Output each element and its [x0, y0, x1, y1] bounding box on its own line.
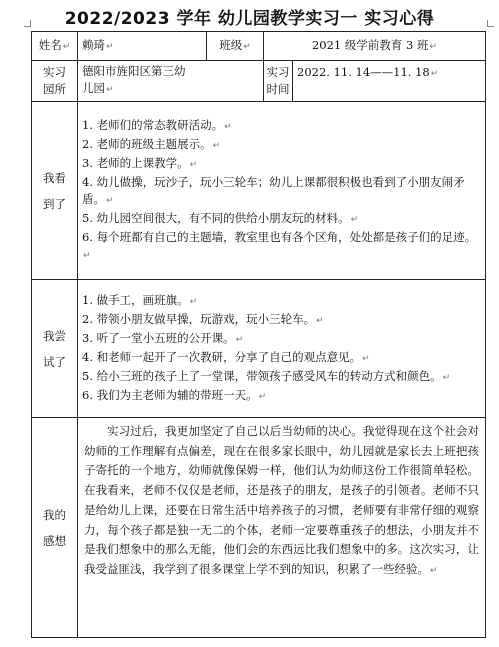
- list-item: 5. 给小三班的孩子上了一堂课，带领孩子感受风车的转动方式和颜色。↵: [82, 368, 451, 383]
- place-label-cell: [32, 61, 78, 102]
- paragraph-mark: ↵: [106, 41, 114, 52]
- seen-label-cell: [32, 102, 78, 280]
- list-item: 2. 老师的班级主题展示。↵: [82, 136, 221, 151]
- paragraph-mark: ↵: [316, 315, 324, 326]
- place-value-cell: [78, 61, 264, 102]
- name-value-cell: [78, 32, 207, 61]
- paragraph-mark: ↵: [429, 41, 438, 52]
- feeling-paragraph: 实习过后，我更加坚定了自己以后当幼师的决心。我觉得现在这个社会对幼师的工作理解有点偏差，现在在很多家长眼中，幼儿园就是家长去上班把孩子寄托的一个地方，幼师就像保姆一样，他们认为幼师这份工作很简单轻松。在我看来，老师不仅仅是老师，还是孩子的朋友，是孩子的引领者。老师不只是给幼儿上课，还要在日常生活中培养孩子的习惯，老师要有非常仔细的观察力，每个孩子都是独一无二的个体，老师一定要尊重孩子的想法，小朋友并不是我们想象中的那么无能，他们会的东西远比我们想象中的多。这次实习，让我受益匪浅，我学到了很多课堂上学不到的知识，积累了一些经验。: [84, 424, 480, 576]
- list-item: 3. 老师的上课教学。↵: [82, 155, 198, 170]
- time-value: 2022. 11. 14——11. 18: [297, 65, 430, 79]
- paragraph-mark: ↵: [106, 85, 114, 95]
- seen-list-cell: [78, 102, 486, 280]
- list-item: 1. 做手工，画班旗。↵: [82, 292, 198, 307]
- margin-corner-mark: [24, 20, 31, 27]
- tried-label-line1: 我尝: [43, 328, 66, 343]
- paragraph-mark: ↵: [189, 159, 198, 170]
- list-item: 6. 每个班都有自己的主题墙，教室里也有各个区角，处处都是孩子们的足迹。↵: [82, 229, 477, 261]
- tried-label-cell: [32, 280, 78, 418]
- name-label: 姓名: [38, 37, 62, 52]
- time-label-cell: [264, 61, 293, 102]
- seen-label-line1: 我看: [43, 170, 66, 185]
- name-row: [32, 32, 486, 61]
- list-item: 2. 带领小朋友做早操，玩游戏，玩小三轮车。↵: [82, 311, 324, 326]
- list-item: 4. 和老师一起开了一次教研，分享了自己的观点意见。↵: [82, 349, 370, 364]
- list-item: 3. 听了一堂小五班的公开课。↵: [82, 330, 244, 345]
- seen-row: [32, 102, 486, 280]
- paragraph-mark: ↵: [106, 195, 114, 206]
- document-title: 2022/2023 学年 幼儿园教学实习一 实习心得: [64, 9, 435, 29]
- paragraph-mark: ↵: [362, 353, 370, 364]
- paragraph-mark: ↵: [350, 214, 359, 225]
- feeling-row: [32, 418, 486, 638]
- list-item: 5. 幼儿园空间很大，有不同的供给小朋友玩的材料。↵: [82, 210, 359, 225]
- paragraph-mark: ↵: [235, 334, 244, 345]
- margin-corner-mark: [487, 20, 494, 27]
- feeling-label-cell: [32, 418, 78, 638]
- class-value: 2021 级学前教育 3 班: [311, 37, 429, 52]
- name-label-cell: [32, 32, 78, 61]
- place-label-line2: 园所: [43, 82, 66, 96]
- paragraph-mark: ↵: [83, 250, 91, 261]
- place-value-line2: 儿园: [82, 81, 105, 95]
- place-value-line1: 德阳市旌阳区第三幼: [82, 64, 186, 78]
- list-item: 4. 幼儿做操，玩沙子，玩小三轮车；幼儿上课都很积极也看到了小朋友闹矛盾。↵: [82, 174, 465, 206]
- list-item: 6. 我们为主老师为辅的带班一天。↵: [82, 387, 267, 402]
- internship-form-table: [31, 31, 486, 638]
- paragraph-mark: ↵: [442, 372, 451, 383]
- place-label-line1: 实习: [43, 65, 66, 79]
- feeling-label-line1: 我的: [43, 507, 66, 522]
- paragraph-mark: ↵: [212, 140, 221, 151]
- place-row: [32, 61, 486, 102]
- time-label: 实习时间: [266, 65, 290, 96]
- paragraph-mark: ↵: [258, 391, 267, 402]
- feeling-label-line2: 感想: [43, 533, 66, 548]
- tried-list-cell: [78, 280, 486, 418]
- paragraph-mark: ↵: [62, 41, 71, 52]
- class-label-cell: [207, 32, 264, 61]
- class-value-cell: [264, 32, 486, 61]
- tried-row: [32, 280, 486, 418]
- feeling-text-cell: [78, 418, 486, 638]
- list-item: 1. 老师们的常态教研活动。↵: [82, 117, 232, 132]
- class-label: 班级: [219, 37, 243, 52]
- time-value-cell: [293, 61, 486, 102]
- paragraph-mark: ↵: [430, 565, 438, 576]
- paragraph-mark: ↵: [224, 121, 232, 132]
- tried-label-line2: 试了: [43, 354, 66, 369]
- name-value: 赖琦: [82, 37, 105, 52]
- paragraph-mark: ↵: [189, 296, 198, 307]
- paragraph-mark: ↵: [243, 41, 251, 52]
- paragraph-mark: ↵: [430, 69, 439, 79]
- seen-label-line2: 到了: [43, 196, 66, 211]
